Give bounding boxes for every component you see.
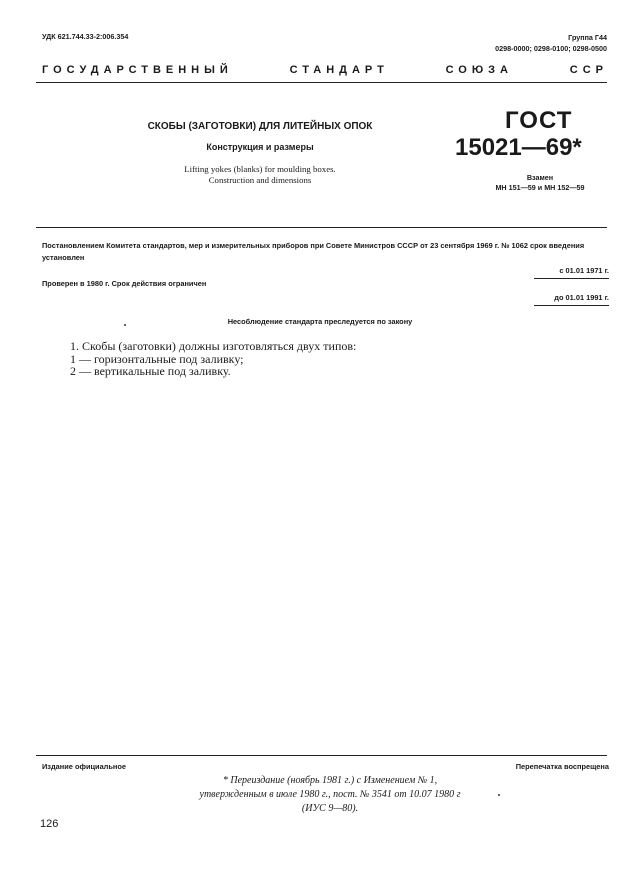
group-label: Группа Г44 xyxy=(568,33,607,42)
udk-code: УДК 621.744.33-2:006.354 xyxy=(42,32,129,41)
reissue-line-3: (ИУС 9—80). xyxy=(301,803,359,814)
replaces-label: Взамен xyxy=(526,173,554,182)
english-title-line-1: Lifting yokes (blanks) for moulding boxes. xyxy=(184,164,336,174)
clause-1: 1. Скобы (заготовки) должны изготовляться двух типов: xyxy=(70,339,357,353)
document-title: СКОБЫ (ЗАГОТОВКИ) ДЛЯ ЛИТЕЙНЫХ ОПОК xyxy=(147,121,373,132)
banner-word-3: СОЮЗА xyxy=(445,64,513,76)
official-edition: Издание официальное xyxy=(42,762,127,771)
gost-number: 15021—69* xyxy=(455,134,582,161)
english-title-line-2: Construction and dimensions xyxy=(208,175,312,185)
reissue-line-2: утвержденным в июле 1980 г., пост. № 3541 от 10.07 1980 г xyxy=(199,789,461,800)
group-codes xyxy=(495,32,607,54)
type-1: 1 — горизонтальные под заливку; xyxy=(70,351,244,366)
okp-codes: 0298-0000; 0298-0100; 0298-0500 xyxy=(495,44,607,53)
valid-until: до 01.01 1991 г. xyxy=(554,293,609,302)
english-title xyxy=(130,164,390,186)
print-speck xyxy=(498,794,500,796)
type-2: 2 — вертикальные под заливку. xyxy=(70,364,231,378)
replaces-block xyxy=(470,173,610,193)
gost-label: ГОСТ xyxy=(505,107,573,134)
footer-divider xyxy=(36,755,607,756)
banner-word-4: ССР xyxy=(569,64,608,76)
decree-text: Постановлением Комитета стандартов, мер и измерительных приборов при Совете Министров СССР от 23 сентября 1969 г. № 1062 срок введения установлен xyxy=(42,241,585,262)
document-subtitle: Конструкция и размеры xyxy=(206,142,314,152)
reissue-line-1: * Переиздание (ноябрь 1981 г.) с Изменением № 1, xyxy=(222,775,438,786)
banner-word-2: СТАНДАРТ xyxy=(289,64,389,76)
standard-body xyxy=(70,340,490,378)
replaces-value: МН 151—59 и МН 152—59 xyxy=(495,183,585,192)
law-notice: Несоблюдение стандарта преследуется по закону xyxy=(227,317,413,326)
reprint-forbidden: Перепечатка воспрещена xyxy=(515,762,609,771)
reissue-note xyxy=(150,774,510,816)
checked-note: Проверен в 1980 г. Срок действия ограничен xyxy=(42,279,207,288)
title-divider xyxy=(36,227,607,228)
page-number: 126 xyxy=(40,818,59,830)
valid-until-underline xyxy=(534,305,609,306)
state-standard-banner xyxy=(42,64,608,76)
header-divider xyxy=(36,82,607,83)
print-speck xyxy=(124,324,126,326)
effective-from-underline xyxy=(534,278,609,279)
effective-from: с 01.01 1971 г. xyxy=(559,266,609,275)
banner-word-1: ГОСУДАРСТВЕННЫЙ xyxy=(42,64,233,76)
